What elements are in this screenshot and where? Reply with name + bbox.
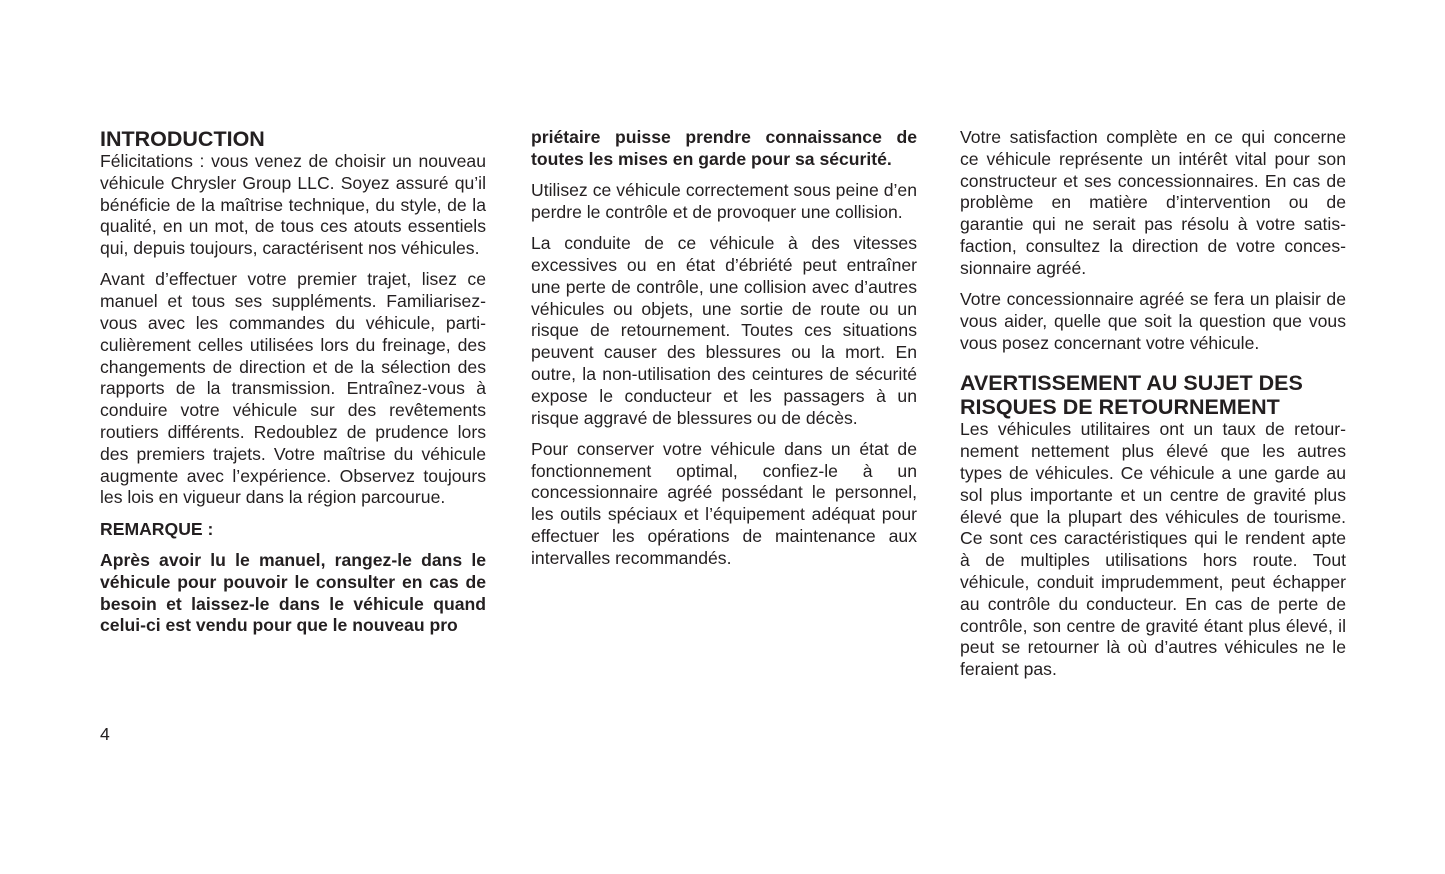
note-text: Après avoir lu le manuel, rangez-le dans le véhicule pour pouvoir le consulter en cas de besoin et laissez-le dans le véhicule quand celui-ci est vendu pour que le nouveau pro (100, 550, 486, 636)
section-heading-rollover-warning: AVERTISSEMENT AU SUJET DES RISQUES DE RETOURNEMENT (960, 371, 1303, 420)
paragraph-use-correctly: Utilisez ce véhicule correctement sous peine d’en perdre le contrôle et de provoquer une collision. (531, 180, 917, 222)
column-middle (531, 127, 917, 579)
paragraph-dealer-help: Votre concessionnaire agréé se fera un plaisir de vous aider, quelle que soit la question que vous vous posez concernant votre véhicule. (960, 289, 1346, 353)
section-heading-introduction: INTRODUCTION (100, 127, 265, 151)
note-label: REMARQUE : (100, 518, 214, 539)
column-left (100, 127, 486, 647)
page-number: 4 (100, 724, 110, 744)
paragraph-before-first-trip: Avant d’effectuer votre premier trajet, lisez ce manuel et tous ses suppléments. Familiarisez-vous avec les commandes du véhicule, particulièrement celles utilisées lors du freinage, des changements de direction et de la sélection des rapports de la transmission. Entraînez-vous à conduire votre véhicule sur des revêtements routiers différents. Redoublez de prudence lors des premiers trajets. Votre maîtrise du véhicule augmente avec l’expérience. Observez toujours les lois en vigueur dans la région parcourue. (100, 269, 486, 508)
paragraph-speed-warning: La conduite de ce véhicule à des vitesses excessives ou en état d’ébriété peut entraîner une perte de contrôle, une collision avec d’autres véhicules ou objets, une sortie de route ou un risque de retournement. Toutes ces situations peuvent causer des blessures ou la mort. En outre, la non-utilisation des ceintures de sécurité expose le conducteur et les passagers à un risque aggravé de blessures ou de décès. (531, 233, 917, 428)
paragraph-congratulations: Félicitations : vous venez de choisir un nouveau véhicule Chrysler Group LLC. Soyez assuré qu’il bénéficie de la maîtrise technique, du style, de la qualité, en un mot, de tous ces atouts essentiels qui, depuis toujours, caractérisent nos véhicules. (100, 151, 486, 259)
paragraph-maintenance: Pour conserver votre véhicule dans un état de fonctionnement optimal, confiez-le à un concessionnaire agréé possédant le personnel, les outils spéciaux et l’équipement adéquat pour effectuer les opérations de maintenance aux intervalles recommandés. (531, 438, 917, 568)
paragraph-satisfaction: Votre satisfaction complète en ce qui concerne ce véhicule représente un intérêt vital pour son constructeur et ses concessionnaires. En cas de problème en matière d’intervention ou de garantie qui ne serait pas résolu à votre satisfaction, consultez la direction de votre concessionnaire agréé. (960, 127, 1346, 278)
column-right (960, 127, 1346, 691)
note-text-continued: priétaire puisse prendre connaissance de toutes les mises en garde pour sa sécurité. (531, 127, 917, 169)
paragraph-rollover-risk: Les véhicules utilitaires ont un taux de retournement nettement plus élevé que les autres types de véhicules. Ce véhicule a une garde au sol plus importante et un centre de gravité plus élevé que la plupart des véhicules de tourisme. Ce sont ces caractéristiques qui le rendent apte à de multiples utilisations hors route. Tout véhicule, conduit imprudemment, peut échapper au contrôle du conducteur. En cas de perte de contrôle, son centre de gravité étant plus élevé, il peut se retourner là où d’autres véhicules ne le feraient pas. (960, 419, 1346, 680)
